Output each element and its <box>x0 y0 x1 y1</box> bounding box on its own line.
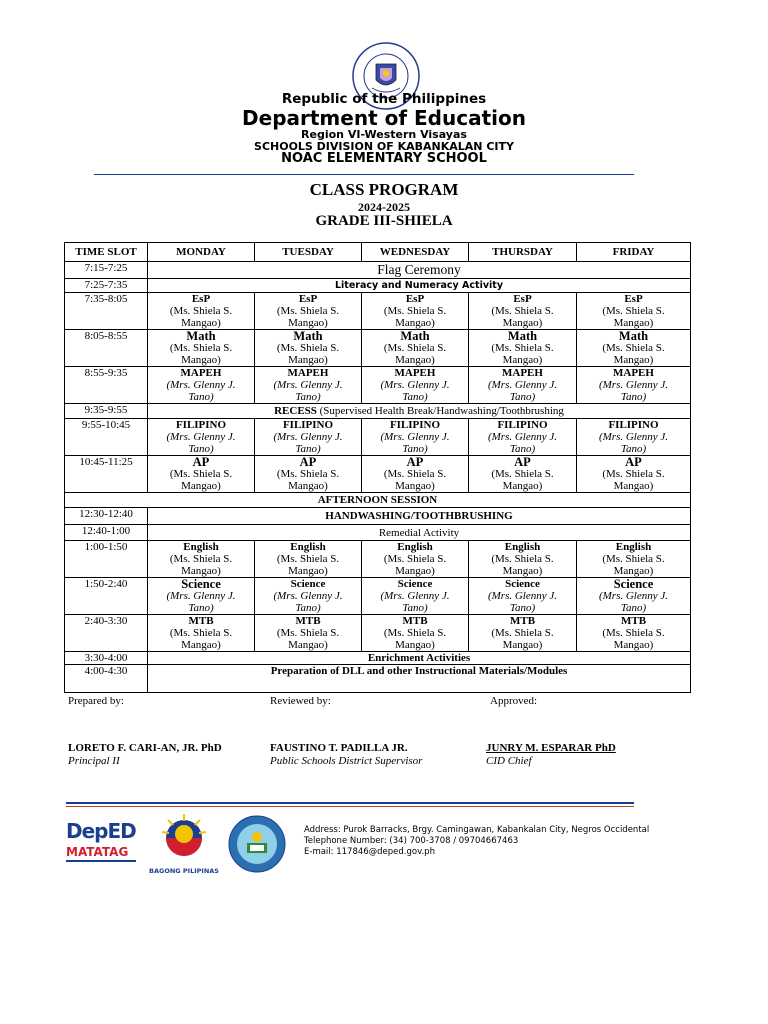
table-header-row <box>65 243 691 262</box>
time-cell: 1:50-2:40 <box>65 578 148 615</box>
subject-name: AP <box>299 455 317 469</box>
prepared-by-label: Prepared by: <box>68 695 124 707</box>
sun-emblem-icon <box>146 812 222 860</box>
subject-cell <box>577 578 691 615</box>
teacher-name: (Ms. Shiela S. <box>383 342 447 354</box>
header-divider <box>94 174 634 175</box>
teacher-name: (Ms. Shiela S. <box>383 468 447 480</box>
time-cell: 3:30-4:00 <box>65 652 148 665</box>
teacher-name-cont: Tano) <box>188 443 214 455</box>
teacher-name: (Ms. Shiela S. <box>383 305 447 317</box>
teacher-name-cont: Mangao) <box>395 639 435 651</box>
table-row <box>65 578 691 615</box>
table-row <box>65 293 691 330</box>
teacher-name-cont: Tano) <box>188 602 214 614</box>
teacher-name: (Ms. Shiela S. <box>169 468 233 480</box>
teacher-name: (Ms. Shiela S. <box>602 627 665 639</box>
teacher-name-cont: Mangao) <box>613 565 654 577</box>
subject-cell <box>362 615 469 652</box>
subject-cell <box>148 419 255 456</box>
subject-cell <box>362 541 469 578</box>
table-row <box>65 456 691 493</box>
time-cell: 8:55-9:35 <box>65 367 148 404</box>
subject-name: EsP <box>191 293 211 305</box>
teacher-name-cont: Mangao) <box>613 480 654 492</box>
teacher-name-cont: Tano) <box>402 391 428 403</box>
subject-name: AP <box>514 455 531 469</box>
subject-name: Math <box>293 329 323 343</box>
teacher-name: (Ms. Shiela S. <box>491 305 554 317</box>
time-cell: 10:45-11:25 <box>65 456 148 493</box>
teacher-name-cont: Mangao) <box>181 480 221 492</box>
subject-cell <box>577 367 691 404</box>
teacher-name-cont: Mangao) <box>181 317 221 329</box>
header-tuesday: TUESDAY <box>255 243 362 262</box>
teacher-name: (Ms. Shiela S. <box>276 553 340 565</box>
subject-cell <box>469 293 577 330</box>
subject-name: EsP <box>513 293 532 305</box>
teacher-name-cont: Mangao) <box>502 354 543 366</box>
subject-cell <box>577 419 691 456</box>
teacher-name: (Mrs. Glenny J. <box>598 590 669 602</box>
teacher-name-cont: Mangao) <box>181 639 221 651</box>
teacher-name: (Mrs. Glenny J. <box>487 590 558 602</box>
subject-cell <box>255 578 362 615</box>
table-row <box>65 508 691 525</box>
subject-name: FILIPINO <box>608 419 659 431</box>
teacher-name: (Mrs. Glenny J. <box>380 379 450 391</box>
table-row <box>65 419 691 456</box>
subject-name: MAPEH <box>502 367 543 379</box>
subject-name: English <box>290 541 326 553</box>
subject-cell <box>362 293 469 330</box>
subject-cell <box>362 456 469 493</box>
teacher-name: (Mrs. Glenny J. <box>273 379 343 391</box>
teacher-name: (Ms. Shiela S. <box>169 305 233 317</box>
subject-name: Math <box>618 329 649 343</box>
school-email: E-mail: 117846@deped.gov.ph <box>304 847 435 857</box>
teacher-name-cont: Tano) <box>620 391 647 403</box>
subject-cell <box>577 293 691 330</box>
table-row <box>65 367 691 404</box>
teacher-name: (Mrs. Glenny J. <box>273 590 343 602</box>
teacher-name-cont: Tano) <box>509 391 536 403</box>
region-label: Region VI-Western Visayas <box>301 128 467 141</box>
subject-name: FILIPINO <box>282 419 334 431</box>
subject-cell <box>469 367 577 404</box>
approved-by-name: JUNRY M. ESPARAR PhD <box>486 742 616 754</box>
table-row <box>65 493 691 508</box>
teacher-name-cont: Tano) <box>402 602 428 614</box>
recess-label: RECESS <box>274 405 317 417</box>
teacher-name: (Mrs. Glenny J. <box>273 431 343 443</box>
teacher-name-cont: Mangao) <box>502 480 543 492</box>
subject-cell <box>469 578 577 615</box>
teacher-name: (Ms. Shiela S. <box>602 342 665 354</box>
time-cell: 7:25-7:35 <box>65 279 148 293</box>
time-cell: 7:35-8:05 <box>65 293 148 330</box>
class-schedule-table <box>64 242 691 693</box>
subject-name: AP <box>625 455 642 469</box>
teacher-name: (Mrs. Glenny J. <box>166 379 236 391</box>
subject-name: Science <box>181 577 221 591</box>
subject-cell <box>148 615 255 652</box>
teacher-name-cont: Mangao) <box>395 354 435 366</box>
subject-name: MAPEH <box>180 367 222 379</box>
approved-label: Approved: <box>490 695 538 707</box>
teacher-name-cont: Mangao) <box>502 639 543 651</box>
subject-cell <box>577 456 691 493</box>
deped-logo-text: DepED <box>66 819 136 843</box>
subject-cell <box>255 541 362 578</box>
school-address: Address: Purok Barracks, Brgy. Camingawan, Kabankalan City, Negros Occidental <box>304 825 650 835</box>
approved-by-title: CID Chief <box>486 755 532 767</box>
header-wednesday: WEDNESDAY <box>362 243 469 262</box>
subject-name: English <box>615 541 652 553</box>
republic-title: Republic of the Philippines <box>281 91 487 107</box>
subject-name: Math <box>400 329 430 343</box>
teacher-name-cont: Mangao) <box>395 480 435 492</box>
subject-name: Math <box>186 329 216 343</box>
subject-cell <box>469 456 577 493</box>
time-cell: 1:00-1:50 <box>65 541 148 578</box>
prepared-by-name: LORETO F. CARI-AN, JR. PhD <box>68 742 222 754</box>
school-seal-logo <box>228 815 286 873</box>
subject-cell <box>362 367 469 404</box>
time-cell: 7:15-7:25 <box>65 262 148 279</box>
teacher-name-cont: Mangao) <box>288 354 328 366</box>
subject-name: MAPEH <box>613 367 654 379</box>
teacher-name-cont: Mangao) <box>181 565 221 577</box>
teacher-name: (Ms. Shiela S. <box>602 553 665 565</box>
teacher-name-cont: Tano) <box>620 443 647 455</box>
teacher-name: (Ms. Shiela S. <box>169 342 233 354</box>
teacher-name-cont: Mangao) <box>395 565 435 577</box>
teacher-name-cont: Tano) <box>509 602 536 614</box>
program-title: CLASS PROGRAM <box>309 180 459 199</box>
time-cell: 2:40-3:30 <box>65 615 148 652</box>
subject-cell <box>148 456 255 493</box>
teacher-name-cont: Mangao) <box>181 354 221 366</box>
department-title: Department of Education <box>242 106 526 130</box>
program-year: 2024-2025 <box>358 200 410 214</box>
subject-name: FILIPINO <box>389 419 441 431</box>
table-row <box>65 615 691 652</box>
teacher-name-cont: Mangao) <box>288 565 328 577</box>
reviewed-by-title: Public Schools District Supervisor <box>270 755 423 767</box>
teacher-name: (Ms. Shiela S. <box>169 553 233 565</box>
subject-cell <box>255 293 362 330</box>
afternoon-session-cell: AFTERNOON SESSION <box>65 493 691 508</box>
subject-name: Math <box>507 329 538 343</box>
subject-cell <box>255 330 362 367</box>
teacher-name: (Mrs. Glenny J. <box>487 379 558 391</box>
subject-cell <box>255 367 362 404</box>
enrichment-cell: Enrichment Activities <box>148 652 691 665</box>
teacher-name: (Mrs. Glenny J. <box>166 431 236 443</box>
teacher-name-cont: Tano) <box>509 443 536 455</box>
bagong-pilipinas-logo <box>146 812 222 875</box>
teacher-name: (Mrs. Glenny J. <box>166 590 236 602</box>
teacher-name: (Ms. Shiela S. <box>276 627 340 639</box>
subject-name: MTB <box>620 615 647 627</box>
subject-name: MAPEH <box>287 367 329 379</box>
teacher-name: (Mrs. Glenny J. <box>598 431 669 443</box>
teacher-name-cont: Mangao) <box>395 317 435 329</box>
subject-name: Science <box>613 577 654 591</box>
footer-divider-blue <box>66 802 634 804</box>
header-monday: MONDAY <box>148 243 255 262</box>
table-row <box>65 652 691 665</box>
division-label: SCHOOLS DIVISION OF KABANKALAN CITY <box>254 140 514 153</box>
program-grade: GRADE III-SHIELA <box>315 213 453 229</box>
table-row <box>65 525 691 541</box>
time-cell: 8:05-8:55 <box>65 330 148 367</box>
teacher-name-cont: Mangao) <box>613 317 654 329</box>
subject-name: English <box>397 541 433 553</box>
teacher-name: (Ms. Shiela S. <box>491 627 554 639</box>
teacher-name: (Ms. Shiela S. <box>491 553 554 565</box>
teacher-name-cont: Tano) <box>295 391 321 403</box>
subject-name: English <box>183 541 219 553</box>
reviewed-by-label: Reviewed by: <box>270 695 331 707</box>
teacher-name: (Ms. Shiela S. <box>491 342 554 354</box>
teacher-name-cont: Mangao) <box>502 317 543 329</box>
header-time-slot: TIME SLOT <box>65 243 148 262</box>
time-cell: 12:40-1:00 <box>65 525 148 541</box>
school-name: NOAC ELEMENTARY SCHOOL <box>281 151 487 166</box>
bagong-pilipinas-text: BAGONG PILIPINAS <box>149 867 219 875</box>
subject-name: EsP <box>624 293 643 305</box>
subject-cell <box>255 419 362 456</box>
teacher-name: (Ms. Shiela S. <box>276 468 340 480</box>
subject-name: AP <box>192 455 210 469</box>
subject-name: English <box>504 541 541 553</box>
teacher-name-cont: Tano) <box>402 443 428 455</box>
teacher-name-cont: Mangao) <box>613 639 654 651</box>
remedial-cell: Remedial Activity <box>148 525 691 541</box>
subject-cell <box>469 419 577 456</box>
teacher-name: (Mrs. Glenny J. <box>598 379 669 391</box>
subject-cell <box>255 615 362 652</box>
deped-matatag-logo <box>64 815 140 865</box>
subject-name: MTB <box>188 615 214 627</box>
subject-cell <box>148 293 255 330</box>
reviewed-by-name: FAUSTINO T. PADILLA JR. <box>270 742 408 754</box>
subject-name: Science <box>397 578 433 590</box>
time-cell: 12:30-12:40 <box>65 508 148 525</box>
subject-cell <box>577 330 691 367</box>
subject-cell <box>362 419 469 456</box>
table-row <box>65 262 691 279</box>
subject-name: FILIPINO <box>175 419 227 431</box>
teacher-name-cont: Tano) <box>295 443 321 455</box>
teacher-name-cont: Tano) <box>188 391 214 403</box>
time-cell: 9:55-10:45 <box>65 419 148 456</box>
flag-ceremony-cell: Flag Ceremony <box>148 262 691 279</box>
table-row <box>65 404 691 419</box>
preparation-cell: Preparation of DLL and other Instructional Materials/Modules <box>148 665 691 693</box>
teacher-name: (Ms. Shiela S. <box>276 342 340 354</box>
subject-name: AP <box>406 455 424 469</box>
teacher-name-cont: Tano) <box>620 602 647 614</box>
subject-cell <box>362 330 469 367</box>
table-row <box>65 279 691 293</box>
footer-divider-red <box>66 806 634 807</box>
teacher-name-cont: Mangao) <box>288 480 328 492</box>
header-thursday: THURSDAY <box>469 243 577 262</box>
table-row <box>65 665 691 693</box>
teacher-name: (Ms. Shiela S. <box>169 627 233 639</box>
recess-cell <box>148 404 691 419</box>
header-friday: FRIDAY <box>577 243 691 262</box>
subject-name: MAPEH <box>394 367 436 379</box>
handwashing-cell: HANDWASHING/TOOTHBRUSHING <box>148 508 691 525</box>
time-cell: 4:00-4:30 <box>65 665 148 693</box>
teacher-name: (Ms. Shiela S. <box>383 553 447 565</box>
subject-name: MTB <box>509 615 536 627</box>
subject-cell <box>148 578 255 615</box>
subject-name: MTB <box>402 615 428 627</box>
teacher-name-cont: Mangao) <box>288 639 328 651</box>
subject-name: Science <box>290 578 326 590</box>
subject-cell <box>255 456 362 493</box>
teacher-name: (Ms. Shiela S. <box>602 468 665 480</box>
subject-cell <box>148 367 255 404</box>
teacher-name-cont: Mangao) <box>613 354 654 366</box>
subject-name: FILIPINO <box>497 419 548 431</box>
subject-cell <box>469 330 577 367</box>
table-row <box>65 330 691 367</box>
recess-detail: (Supervised Health Break/Handwashing/Toothbrushing <box>319 405 564 417</box>
subject-name: EsP <box>298 293 318 305</box>
teacher-name: (Mrs. Glenny J. <box>380 431 450 443</box>
matatag-underline <box>66 860 136 862</box>
subject-cell <box>577 615 691 652</box>
time-cell: 9:35-9:55 <box>65 404 148 419</box>
teacher-name: (Mrs. Glenny J. <box>487 431 558 443</box>
matatag-logo-text: MATATAG <box>66 845 129 859</box>
subject-name: MTB <box>295 615 321 627</box>
teacher-name: (Ms. Shiela S. <box>276 305 340 317</box>
teacher-name-cont: Tano) <box>295 602 321 614</box>
teacher-name-cont: Mangao) <box>502 565 543 577</box>
subject-cell <box>148 541 255 578</box>
teacher-name-cont: Mangao) <box>288 317 328 329</box>
subject-name: EsP <box>405 293 425 305</box>
literacy-activity-cell: Literacy and Numeracy Activity <box>148 279 691 293</box>
table-row <box>65 541 691 578</box>
prepared-by-title: Principal II <box>68 755 120 767</box>
subject-cell <box>148 330 255 367</box>
teacher-name: (Ms. Shiela S. <box>383 627 447 639</box>
teacher-name: (Mrs. Glenny J. <box>380 590 450 602</box>
school-telephone: Telephone Number: (34) 700-3708 / 09704667463 <box>304 836 519 846</box>
subject-cell <box>577 541 691 578</box>
subject-cell <box>469 615 577 652</box>
teacher-name: (Ms. Shiela S. <box>602 305 665 317</box>
teacher-name: (Ms. Shiela S. <box>491 468 554 480</box>
subject-cell <box>362 578 469 615</box>
subject-cell <box>469 541 577 578</box>
subject-name: Science <box>505 578 540 590</box>
